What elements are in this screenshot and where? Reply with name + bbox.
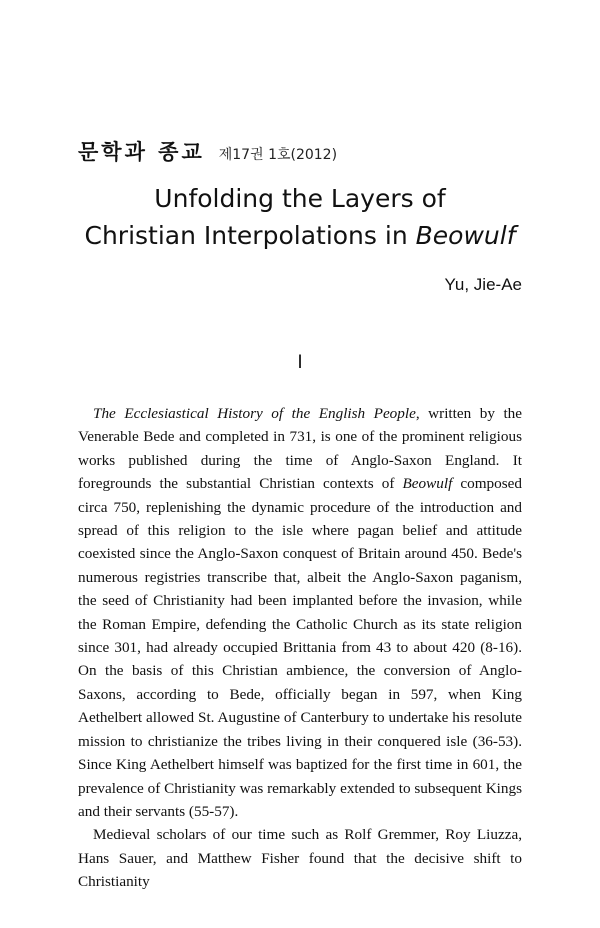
- title-line-2: [0, 217, 600, 254]
- paragraph-1: [78, 402, 522, 823]
- journal-header: [78, 136, 337, 162]
- title-line-1: Unfolding the Layers of: [154, 184, 446, 213]
- body-text: [78, 402, 522, 894]
- title-line-2-text: Christian Interpolations in: [84, 221, 416, 250]
- journal-logo: 문학과 종교: [78, 140, 205, 164]
- author-name: Yu, Jie-Ae: [444, 275, 522, 294]
- italic-book-title: The Ecclesiastical History of the English People: [93, 405, 416, 422]
- paragraph-2: Medieval scholars of our time such as Rolf Gremmer, Roy Liuzza, Hans Sauer, and Matthew Fisher found that the decisive shift to Christianity: [78, 826, 522, 891]
- section-numeral: I: [297, 352, 303, 373]
- title-italic-work: Beowulf: [415, 221, 516, 250]
- italic-work-title: Beowulf: [402, 475, 453, 493]
- paragraph-1-text-b: composed circa 750, replenishing the dynamic procedure of the introduction and spread of this religion to the isle where pagan belief and attitude coexisted since the Anglo-Saxon conquest of Britain around 450. Bede's numerous registries transcribe that, albeit the Anglo-Saxon paganism, the seed of Christianity had been implanted before the invasion, while the Roman Empire, defending the Catholic Church as its state religion since 301, had already occupied Brittania from 43 to about 420 (8-16). On the basis of this Christian ambience, the conversion of Anglo-Saxons, according to Bede, officially began in 597, when King Aethelbert allowed St. Augustine of Canterbury to undertake his resolute mission to christianize the tribes living in their conquered isle (36-53). Since King Aethelbert himself was baptized for the first time in 601, the prevalence of Christianity was remarkably extended to subsequent Kings and their servants (55-57).: [78, 475, 522, 820]
- paragraph-1-text-a: , written by the Venerable Bede and completed in 731, is one of the prominent religious works published during the time of Anglo-Saxon England. It foregrounds the substantial Christian contexts of: [78, 405, 523, 493]
- article-title: [0, 180, 600, 254]
- journal-volume: 제17권 1호(2012): [218, 147, 338, 163]
